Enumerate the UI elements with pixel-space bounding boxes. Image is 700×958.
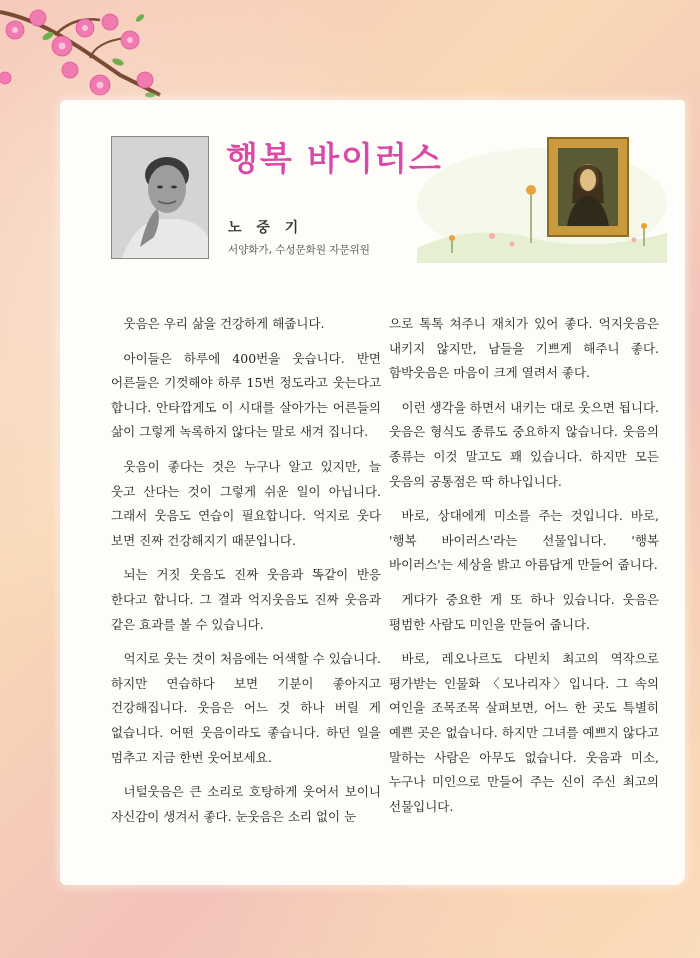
paragraph: 너털웃음은 큰 소리로 호탕하게 웃어서 보이니 자신감이 생겨서 좋다. 눈웃음은 소리 없이 눈 — [111, 784, 381, 824]
paragraph: 뇌는 거짓 웃음도 진짜 웃음과 똑같이 반응 한다고 합니다. 그 결과 억지웃음도 진짜 웃음과 같은 효과를 볼 수 있습니다. — [111, 567, 381, 632]
paragraph: 이런 생각을 하면서 내키는 대로 웃으면 됩니다. 웃음은 형식도 종류도 중요하지 않습니다. 웃음의 종류는 이것 말고도 꽤 있습니다. 하지만 모든 웃음의 공통점은 딱 하나입니다. — [389, 399, 659, 489]
paragraph: 게다가 중요한 게 또 하나 있습니다. 웃음은 평범한 사람도 미인을 만들어 줍니다. — [389, 591, 659, 632]
paragraph: 으로 톡톡 쳐주니 재치가 있어 좋다. 억지웃음은 내키지 않지만, 남들을 기쁘게 해주니 좋다. 함박웃음은 마음이 크게 열려서 좋다. — [389, 316, 659, 381]
article-title: 행복 바이러스 — [226, 139, 443, 178]
paragraph: 웃음이 좋다는 것은 누구나 알고 있지만, 늘 웃고 산다는 것이 그렇게 쉬운 일이 아닙니다. 그래서 웃음도 연습이 필요합니다. 억지로 웃다 보면 진짜 건강해지기 때문입니다. — [111, 458, 381, 548]
paragraph: 억지로 웃는 것이 처음에는 어색할 수 있습니다. 하지만 연습하다 보면 기분이 좋아지고 건강해집니다. 웃음은 어느 것 하나 버릴 게 없습니다. 어떤 웃음이라도 좋습니다. 하던 일을 멈추고 지금 한번 웃어보세요. — [111, 651, 381, 765]
mona-lisa-painting-icon — [412, 128, 670, 263]
paragraph: 아이들은 하루에 400번을 웃습니다. 반면 어른들은 기껏해야 하루 15번 정도라고 웃는다고 합니다. 안타깝게도 이 시대를 살아가는 어른들의 삶이 그렇게 녹록하지 않다는 말로 새겨 집니다. — [111, 350, 381, 440]
paragraph: 바로, 레오나르도 다빈치 최고의 역작으로 평가받는 인물화 〈모나리자〉입니다. 그 속의 여인을 조목조목 살펴보면, 어느 한 곳도 특별히 예쁜 곳은 없습니다. 하지만 그녀를 예쁘지 않다고 말하는 사람은 아무도 없습니다. 웃음과 미소, 누구나 미인으로 만들어 주는 신이 주신 최고의 선물입니다. — [389, 651, 659, 814]
article-body-right — [389, 312, 659, 829]
author-role: 서양화가, 수성문화원 자문위원 — [228, 244, 370, 256]
paragraph: 바로, 상대에게 미소를 주는 것입니다. 바로, '행복 바이러스'라는 선물입니다. '행복 바이러스'는 세상을 밝고 아름답게 만들어 줍니다. — [389, 508, 659, 573]
author-photo — [111, 136, 209, 259]
cherry-blossom-icon — [0, 0, 170, 110]
paragraph: 웃음은 우리 삶을 건강하게 해줍니다. — [123, 316, 325, 331]
article-body-left — [111, 312, 381, 839]
author-name: 노 중 기 — [228, 220, 304, 236]
author-portrait-icon — [112, 137, 208, 258]
